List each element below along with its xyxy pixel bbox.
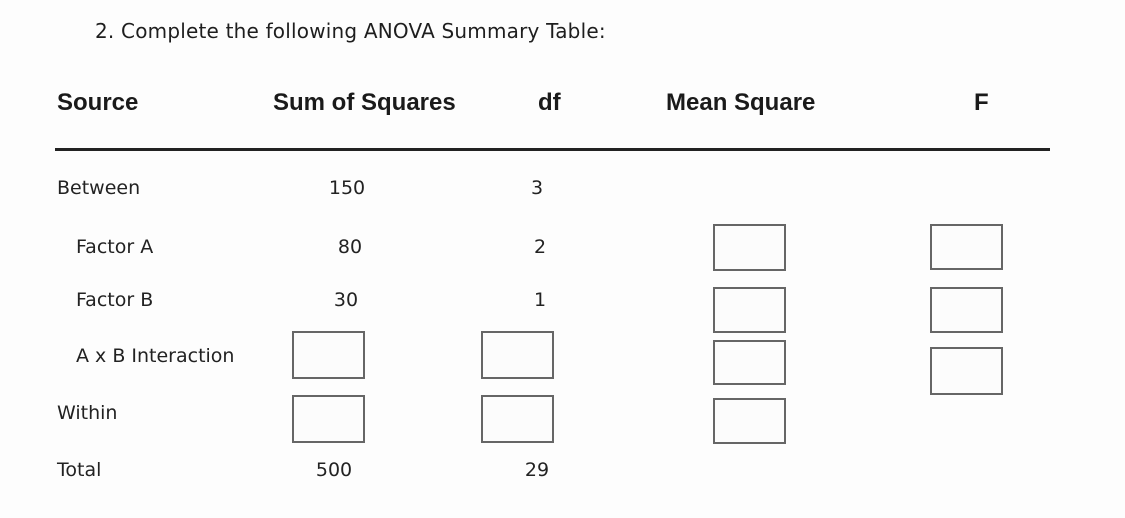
- within-ss-answer-box[interactable]: [292, 395, 365, 443]
- within-ms-answer-box[interactable]: [713, 398, 786, 444]
- row-between-source: Between: [57, 177, 141, 199]
- factor-b-ms-answer-box[interactable]: [713, 287, 786, 333]
- row-factor-b-df: 1: [533, 289, 547, 311]
- factor-b-f-answer-box[interactable]: [930, 287, 1003, 333]
- interaction-ms-answer-box[interactable]: [713, 340, 786, 385]
- interaction-ss-answer-box[interactable]: [292, 331, 365, 379]
- row-interaction-source: A x B Interaction: [76, 345, 235, 367]
- row-total-df: 29: [524, 459, 550, 481]
- interaction-f-answer-box[interactable]: [930, 347, 1003, 395]
- header-mean-square: Mean Square: [666, 89, 816, 116]
- row-within-source: Within: [57, 402, 118, 424]
- factor-a-f-answer-box[interactable]: [930, 224, 1003, 270]
- row-factor-b-source: Factor B: [76, 289, 154, 311]
- header-f: F: [974, 89, 989, 116]
- row-total-ss: 500: [315, 459, 353, 481]
- header-source: Source: [57, 89, 139, 116]
- interaction-df-answer-box[interactable]: [481, 331, 554, 379]
- row-total-source: Total: [57, 459, 102, 481]
- header-sum-of-squares: Sum of Squares: [273, 89, 456, 116]
- header-rule: [55, 148, 1050, 151]
- factor-a-ms-answer-box[interactable]: [713, 224, 786, 271]
- within-df-answer-box[interactable]: [481, 395, 554, 443]
- row-factor-b-ss: 30: [333, 289, 359, 311]
- row-between-ss: 150: [328, 177, 366, 199]
- question-text: 2. Complete the following ANOVA Summary Table:: [95, 19, 606, 43]
- row-factor-a-df: 2: [533, 236, 547, 258]
- header-df: df: [538, 89, 561, 116]
- row-factor-a-source: Factor A: [76, 236, 154, 258]
- row-between-df: 3: [530, 177, 544, 199]
- row-factor-a-ss: 80: [337, 236, 363, 258]
